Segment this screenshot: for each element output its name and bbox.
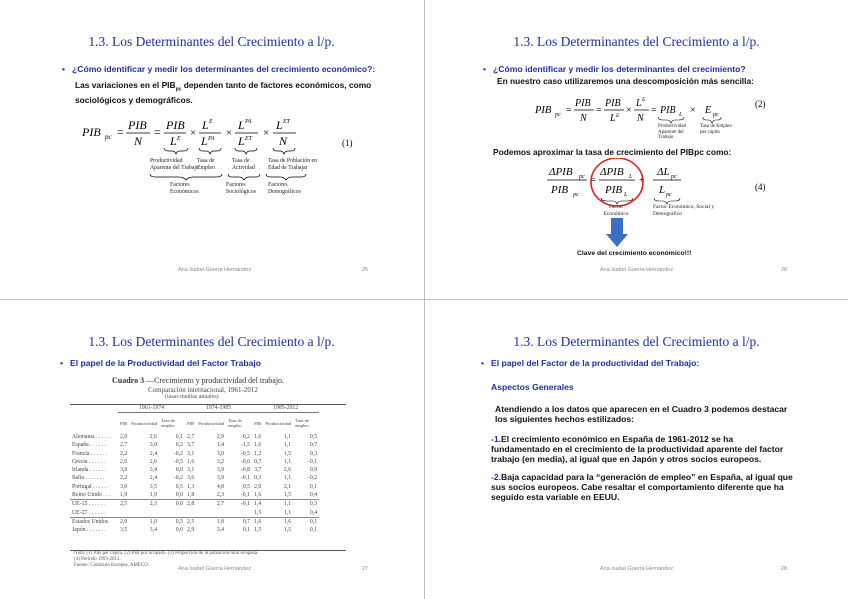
svg-text:E: E bbox=[616, 113, 620, 119]
table-cell: 0,3 bbox=[309, 450, 318, 457]
intro-line-2: sociológicos y demográficos. bbox=[75, 94, 193, 105]
table-row bbox=[70, 474, 319, 482]
table-cell: 3,0 bbox=[120, 467, 128, 474]
table-cell: 3,4 bbox=[149, 467, 158, 474]
cuadro-unit: (tasas medias anuales) bbox=[165, 394, 219, 400]
table-cell: 1,1 bbox=[283, 442, 292, 449]
label-poblacion: Tasa de Población en Edad de Trabajar bbox=[268, 158, 318, 171]
country-name: Alemania . . . . . bbox=[72, 433, 110, 440]
table-cell: 3,9 bbox=[216, 467, 225, 474]
point-2-line-3: seguido esta variable en EEUU. bbox=[491, 492, 620, 502]
slide-title: 1.3. Los Determinantes del Crecimiento a l/p. bbox=[88, 334, 335, 349]
country-name: Irlanda . . . . . . bbox=[72, 467, 106, 474]
table-row bbox=[70, 458, 319, 466]
table-cell: 1,6 bbox=[254, 433, 262, 440]
table-cell: 2,0 bbox=[120, 458, 128, 465]
brace-f-soc bbox=[228, 174, 260, 180]
table-cell: 0,4 bbox=[309, 509, 318, 516]
subheading: Aspectos Generales bbox=[491, 382, 574, 392]
table-cell bbox=[196, 508, 226, 517]
country-name: Italia . . . . . . . bbox=[72, 475, 105, 482]
country-name: Japón . . . . . . . bbox=[72, 527, 106, 534]
table-cell: 0,9 bbox=[309, 467, 318, 474]
table-cell: 2,0 bbox=[120, 518, 128, 525]
table-row bbox=[70, 466, 319, 474]
label-factor-economico: Factor Económico bbox=[603, 204, 629, 217]
equation-number-2: (2) bbox=[755, 99, 766, 109]
brace-empleo bbox=[199, 148, 221, 154]
equation-4 bbox=[543, 158, 743, 238]
svg-text:=: = bbox=[651, 105, 657, 116]
country-name: Reino Unido . . . bbox=[72, 492, 111, 499]
svg-text:=: = bbox=[117, 125, 124, 139]
equation-number-4: (4) bbox=[755, 182, 766, 192]
svg-text:L: L bbox=[276, 118, 283, 132]
svg-text:L: L bbox=[202, 118, 209, 132]
svg-text:PIB: PIB bbox=[575, 98, 591, 109]
table-cell: 0,5 bbox=[309, 433, 318, 440]
table-cell: 1,8 bbox=[187, 492, 195, 499]
svg-text:PIB: PIB bbox=[660, 105, 676, 116]
label-empleo: Tasa de Empleo bbox=[197, 158, 216, 171]
period-1: 1961-1974 bbox=[118, 404, 185, 413]
label-factores-economicos: Factores Económicos bbox=[170, 182, 199, 195]
table-cell: 1,2 bbox=[254, 450, 262, 457]
brace-actividad bbox=[235, 148, 257, 154]
cuadro-label: Cuadro 3 bbox=[112, 376, 145, 385]
table-cell: 1,6 bbox=[254, 518, 262, 525]
colhead: Tasa de empleo bbox=[161, 418, 175, 429]
slide-27[interactable] bbox=[0, 300, 423, 598]
table-cell: 3,5 bbox=[149, 483, 158, 490]
svg-text:×: × bbox=[626, 105, 632, 116]
svg-text:L: L bbox=[679, 112, 683, 118]
table-cell: 0,5 bbox=[175, 483, 184, 490]
table-cell: -0,1 bbox=[240, 475, 251, 482]
country-name: España . . . . . . bbox=[72, 442, 107, 449]
svg-text:L: L bbox=[610, 113, 616, 124]
cuadro-title: —Crecimiento y productividad del trabajo. bbox=[146, 376, 285, 385]
table-cell: -0,2 bbox=[173, 450, 184, 457]
table-row bbox=[70, 449, 319, 457]
colhead: Productividad bbox=[198, 420, 225, 426]
brace-poblacion bbox=[273, 148, 295, 154]
table-cell: 1,1 bbox=[283, 433, 292, 440]
table-cell: 3,6 bbox=[187, 475, 195, 482]
table-cell: 0,4 bbox=[309, 492, 318, 499]
svg-text:+: + bbox=[639, 175, 645, 186]
equation-2 bbox=[533, 93, 733, 143]
slide-title: 1.3. Los Determinantes del Crecimiento a l/p. bbox=[513, 334, 760, 349]
intro-text bbox=[495, 404, 787, 424]
table-cell: 3,0 bbox=[120, 483, 128, 490]
svg-text:L: L bbox=[659, 184, 666, 196]
table-cell: 3,0 bbox=[149, 442, 158, 449]
svg-text:E: E bbox=[705, 105, 712, 116]
table-cell: 0,3 bbox=[254, 475, 262, 482]
country-name: Francia . . . . . . bbox=[72, 450, 107, 457]
table-cell bbox=[159, 508, 185, 517]
table-note: Nota: (1) PIB per cápita. (2) PIB por ocupado. (3) Proporción de la población total ocupada. bbox=[74, 551, 259, 556]
table-cell: -1,5 bbox=[240, 442, 251, 449]
table-cell: 2,4 bbox=[149, 475, 158, 482]
point-1-number: -1. bbox=[491, 434, 502, 444]
page-number: 25 bbox=[362, 267, 369, 273]
svg-text:L: L bbox=[238, 118, 245, 132]
svg-text:PIB: PIB bbox=[166, 118, 185, 132]
table-cell: 0,1 bbox=[175, 433, 184, 440]
table-cell: 4,8 bbox=[216, 483, 225, 490]
svg-text:×: × bbox=[226, 127, 233, 139]
colhead: PIB bbox=[120, 420, 128, 426]
svg-text:N: N bbox=[279, 134, 288, 148]
slide-footer: Ana Isabel Guerra Hernández bbox=[178, 267, 252, 273]
table-cell: 0,0 bbox=[175, 527, 184, 534]
page-number: 28 bbox=[781, 566, 788, 572]
point-2-line-1: Baja capacidad para la “generación de empleo” en España, al igual que bbox=[501, 472, 793, 482]
svg-text:ET: ET bbox=[283, 119, 291, 125]
svg-text:E: E bbox=[642, 97, 646, 103]
svg-text:ET: ET bbox=[245, 136, 253, 142]
cuadro-heading bbox=[112, 376, 284, 385]
intro-pc-sub: pc bbox=[175, 86, 182, 93]
table-cell: -0,2 bbox=[307, 475, 318, 482]
table-cell bbox=[118, 508, 129, 517]
svg-text:=: = bbox=[596, 105, 602, 116]
point-2-number: -2. bbox=[491, 472, 502, 482]
period-2: 1974-1985 bbox=[185, 404, 252, 413]
table-cell: 3,7 bbox=[254, 467, 262, 474]
table-row bbox=[70, 491, 319, 500]
table-cell: 2,6 bbox=[149, 433, 158, 440]
table-cell: 3,7 bbox=[187, 442, 195, 449]
table-row bbox=[70, 526, 319, 534]
point-1-line-2: fundamentado en el crecimiento de la productividad aparente del factor bbox=[491, 444, 784, 454]
svg-text:×: × bbox=[190, 127, 197, 139]
table-cell: 0,7 bbox=[242, 518, 251, 525]
bullet-topic: • El papel de la Productividad del Factor Trabajo bbox=[60, 358, 262, 368]
table-cell: 0,7 bbox=[309, 442, 318, 449]
eq-pib: PIB bbox=[82, 125, 101, 139]
table-cell: 1,4 bbox=[254, 501, 262, 508]
point-1-line-3: trabajo (en media), al igual que en Japón y otros socios europeos. bbox=[491, 454, 762, 464]
svg-text:N: N bbox=[134, 134, 143, 148]
table-note-2: (4) Período 1993-2012. bbox=[74, 557, 121, 562]
bullet-question: • ¿Cómo identificar y medir los determinantes del crecimiento económico?: bbox=[62, 64, 376, 74]
table-cell: 0,2 bbox=[175, 442, 184, 449]
table-cell: 1,1 bbox=[283, 475, 292, 482]
table-cell: 1,5 bbox=[254, 509, 262, 516]
svg-text:pc: pc bbox=[671, 174, 677, 180]
table-cell: -0,1 bbox=[240, 492, 251, 499]
table-cell: 2,3 bbox=[149, 501, 158, 508]
svg-text:PIB: PIB bbox=[605, 98, 621, 109]
table-cell: 2,7 bbox=[120, 442, 128, 449]
table-cell: 3,5 bbox=[120, 527, 128, 534]
point-1 bbox=[491, 434, 783, 464]
svg-text:E: E bbox=[177, 136, 181, 142]
table-cell: 2,5 bbox=[187, 518, 195, 525]
table-cell: -0,2 bbox=[173, 475, 184, 482]
svg-text:×: × bbox=[263, 127, 270, 139]
table-cell: 1,8 bbox=[216, 518, 225, 525]
svg-text:PIB: PIB bbox=[551, 184, 569, 196]
eq-pc-sub: pc bbox=[105, 133, 112, 141]
colhead: PIB bbox=[187, 420, 195, 426]
table-cell: 1,5 bbox=[283, 492, 292, 499]
table-period-row bbox=[70, 404, 319, 413]
table-cell: 2,9 bbox=[187, 527, 195, 534]
approx-text: Podemos aproximar la tasa de crecimiento del PIBpc como: bbox=[493, 147, 732, 157]
table-cell: 3,2 bbox=[216, 458, 225, 465]
page-number: 27 bbox=[362, 566, 369, 572]
svg-text:=: = bbox=[590, 175, 596, 186]
brace-f-dem bbox=[266, 174, 306, 180]
table-cell: 2,5 bbox=[120, 501, 128, 508]
bullet-text: El papel del Factor de la productividad del Trabajo: bbox=[491, 358, 700, 368]
svg-text:L: L bbox=[201, 134, 208, 148]
table-cell: 1,0 bbox=[149, 518, 158, 525]
svg-text:E: E bbox=[209, 119, 213, 125]
label-empleo-pc: Tasa de Empleo per cápita bbox=[700, 124, 732, 135]
table-cell: -0,2 bbox=[240, 433, 251, 440]
table-cell: 1,6 bbox=[254, 492, 262, 499]
table-cell: 2,4 bbox=[149, 450, 158, 457]
point-2 bbox=[491, 472, 793, 502]
table-cell: -0,1 bbox=[307, 458, 318, 465]
table-cell: 2,7 bbox=[216, 501, 225, 508]
bullet-topic: • El papel del Factor de la productividad del Trabajo: bbox=[481, 358, 700, 368]
table-cell: 1,9 bbox=[120, 492, 128, 499]
table-cell bbox=[185, 508, 196, 517]
table-cell: 0,7 bbox=[254, 458, 262, 465]
colhead: Productividad bbox=[265, 420, 292, 426]
table-row bbox=[70, 433, 319, 441]
table-cell: 0,3 bbox=[309, 501, 318, 508]
table-cell: 0,5 bbox=[242, 483, 251, 490]
intro-line-2: los siguientes hechos estilizados: bbox=[495, 414, 634, 424]
table-cell: 2,6 bbox=[283, 467, 292, 474]
table-row bbox=[70, 483, 319, 491]
table-cell: 0,1 bbox=[309, 527, 318, 534]
intro-line-1: Atendiendo a los datos que aparecen en el Cuadro 3 podemos destacar bbox=[495, 404, 788, 414]
slide-footer: Ana Isabel Guerra Hernández bbox=[600, 566, 674, 572]
svg-text:PIB: PIB bbox=[535, 105, 552, 116]
page-number: 26 bbox=[781, 267, 788, 273]
svg-text:=: = bbox=[154, 125, 161, 139]
table-cell: 0,1 bbox=[309, 483, 318, 490]
table-cell: 1,9 bbox=[149, 492, 158, 499]
slide-title: 1.3. Los Determinantes del Crecimiento a l/p. bbox=[88, 34, 335, 49]
table-cell: 1,5 bbox=[283, 450, 292, 457]
table-cell: 1,1 bbox=[283, 458, 292, 465]
table-cell: 2,6 bbox=[149, 458, 158, 465]
slide-26[interactable] bbox=[425, 0, 848, 298]
country-name: Portugal . . . . . bbox=[72, 483, 107, 490]
table-cell: 0,0 bbox=[175, 501, 184, 508]
table-cell: 0,1 bbox=[309, 518, 318, 525]
label-factores-demograficos: Factores Demográficos bbox=[268, 182, 301, 195]
svg-text:×: × bbox=[690, 105, 696, 116]
svg-text:pc: pc bbox=[579, 174, 585, 180]
svg-text:PIB: PIB bbox=[605, 184, 623, 196]
table-cell: -0,5 bbox=[173, 458, 184, 465]
svg-text:ΔPIB: ΔPIB bbox=[600, 166, 624, 178]
svg-text:pc: pc bbox=[573, 192, 579, 198]
table-cell: 1,4 bbox=[216, 442, 225, 449]
label-productividad: Productividad Aparente del Trabajo bbox=[658, 124, 687, 141]
label-productividad: Productividad Aparente del Trabajo bbox=[150, 158, 199, 171]
svg-text:pc: pc bbox=[555, 112, 561, 118]
svg-text:L: L bbox=[636, 98, 642, 109]
svg-text:=: = bbox=[566, 105, 572, 116]
brace-prod bbox=[164, 148, 188, 154]
table-cell: 1,6 bbox=[254, 442, 262, 449]
table-cell: 3,1 bbox=[187, 450, 195, 457]
colhead: Tasa de empleo bbox=[295, 418, 309, 429]
intro-line-1a: Las variaciones en el PIB bbox=[75, 80, 176, 90]
svg-text:L: L bbox=[629, 174, 633, 180]
slide-title: 1.3. Los Determinantes del Crecimiento a l/p. bbox=[513, 34, 760, 49]
svg-text:N: N bbox=[580, 113, 587, 124]
table-cell: 3,9 bbox=[216, 475, 225, 482]
table-cell: 3,4 bbox=[149, 527, 158, 534]
colhead: Tasa de empleo bbox=[228, 418, 242, 429]
table-cell: 2,0 bbox=[254, 483, 262, 490]
slide-footer: Ana Isabel Guerra Hernández bbox=[178, 566, 252, 572]
table-cell: -0,5 bbox=[240, 450, 251, 457]
svg-text:pc: pc bbox=[666, 192, 672, 198]
table-cell: 1,3 bbox=[187, 483, 195, 490]
table-row bbox=[70, 508, 319, 517]
table-source: Fuente: Comisión Europea, AMECO. bbox=[74, 563, 150, 568]
table-cell: 2,1 bbox=[283, 483, 292, 490]
svg-text:N: N bbox=[637, 113, 644, 124]
table-cell: 3,0 bbox=[216, 450, 225, 457]
point-1-line-1: El crecimiento económico en España de 1961-2012 se ha bbox=[501, 434, 734, 444]
label-factor-social: Factor Económico, Social y Demográfico bbox=[653, 204, 715, 217]
table-cell: 1,6 bbox=[283, 518, 292, 525]
svg-text:L: L bbox=[170, 134, 177, 148]
slide-28[interactable] bbox=[425, 300, 848, 598]
table-cell bbox=[129, 508, 159, 517]
colhead: Productividad bbox=[131, 420, 158, 426]
svg-text:PA: PA bbox=[245, 119, 252, 125]
svg-text:pc: pc bbox=[713, 112, 719, 118]
table-cell: 1,5 bbox=[254, 527, 262, 534]
country-name: Grecia . . . . . . bbox=[72, 458, 105, 465]
svg-text:L: L bbox=[624, 192, 628, 198]
table-colhead-row bbox=[70, 413, 319, 433]
bullet-text: ¿Cómo identificar y medir los determinantes del crecimiento? bbox=[493, 64, 746, 74]
table-cell: 2,2 bbox=[120, 450, 128, 457]
cuadro-subtitle: Comparación internacional, 1961-2012 bbox=[148, 386, 258, 394]
colhead: PIB bbox=[254, 420, 262, 426]
table-cell: 0,1 bbox=[242, 527, 251, 534]
svg-text:PIB: PIB bbox=[128, 118, 147, 132]
table-cell: 0,0 bbox=[175, 492, 184, 499]
table-cell: -0,1 bbox=[240, 501, 251, 508]
table-cell: 2,8 bbox=[187, 501, 195, 508]
label-actividad: Tasa de Actividad bbox=[232, 158, 255, 171]
table-cell: 2,9 bbox=[216, 433, 225, 440]
point-2-line-2: sus socios europeos. Cabe resaltar el comportamiento diferente que ha bbox=[491, 482, 784, 492]
equation-number-1: (1) bbox=[342, 138, 353, 148]
country-name: UE-15 . . . . . . bbox=[72, 501, 105, 508]
period-3: 1985-2012 bbox=[252, 404, 319, 413]
table-cell bbox=[226, 508, 252, 517]
table-cell: -0,6 bbox=[240, 458, 251, 465]
bullet-question: • ¿Cómo identificar y medir los determinantes del crecimiento? bbox=[483, 64, 746, 74]
intro-text bbox=[75, 80, 395, 105]
table-cell: 3,1 bbox=[187, 467, 195, 474]
table-cell: 1,1 bbox=[283, 501, 292, 508]
arrow-caption: Clave del crecimiento económico!!! bbox=[577, 250, 692, 257]
table-cell: 2,0 bbox=[120, 433, 128, 440]
table-row bbox=[70, 500, 319, 509]
down-arrow-icon bbox=[605, 218, 629, 248]
svg-text:ΔPIB: ΔPIB bbox=[549, 166, 573, 178]
table-cell: 2,7 bbox=[187, 433, 195, 440]
table-cell: 0,5 bbox=[175, 518, 184, 525]
brace-f-econ bbox=[150, 174, 222, 180]
intro-text: En nuestro caso utilizaremos una descomposición más sencilla: bbox=[497, 76, 754, 86]
country-name: Estados Unidos bbox=[72, 518, 109, 525]
table-cell: 0,0 bbox=[175, 467, 184, 474]
bullet-text: El papel de la Productividad del Factor Trabajo bbox=[70, 358, 262, 368]
label-factores-sociologicos: Factores Sociológicos bbox=[226, 182, 256, 195]
productivity-table bbox=[70, 404, 319, 534]
table-cell: 1,1 bbox=[283, 509, 292, 516]
slide-footer: Ana Isabel Guerra Hernández bbox=[600, 267, 674, 273]
table-cell: -0,8 bbox=[240, 467, 251, 474]
intro-line-1b: dependen tanto de factores económicos, como bbox=[181, 80, 372, 90]
svg-text:ΔL: ΔL bbox=[657, 166, 670, 178]
svg-text:PA: PA bbox=[208, 136, 215, 142]
table-row bbox=[70, 441, 319, 449]
bullet-text: ¿Cómo identificar y medir los determinantes del crecimiento económico?: bbox=[72, 64, 376, 74]
table-cell: 3,4 bbox=[216, 527, 225, 534]
slide-25[interactable] bbox=[0, 0, 423, 298]
table-cell: 2,2 bbox=[120, 475, 128, 482]
country-name: UE-27 . . . . . . bbox=[72, 509, 105, 516]
table-cell: 2,3 bbox=[216, 492, 225, 499]
table-row bbox=[70, 517, 319, 526]
table-cell: 1,6 bbox=[187, 458, 195, 465]
svg-text:L: L bbox=[238, 134, 245, 148]
table-cell: 1,5 bbox=[283, 527, 292, 534]
